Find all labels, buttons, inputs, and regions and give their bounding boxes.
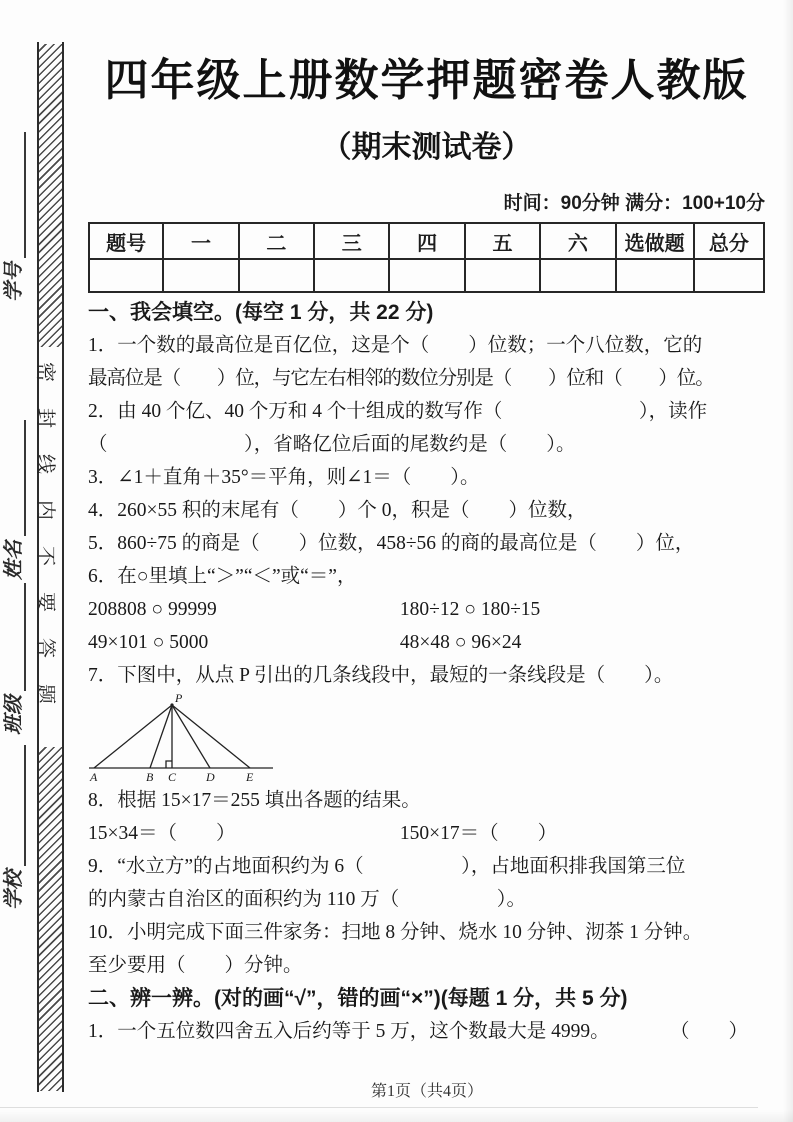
- question-1-line-2: 最高位是（ ）位，与它左右相邻的数位分别是（ ）位和（ ）位。: [88, 368, 714, 389]
- section-one-heading: 一、我会填空。(每空 1 分，共 22 分): [88, 301, 434, 324]
- exam-body: [88, 296, 766, 1048]
- question-4: 4．260×55 积的末尾有（ ）个 0，积是（ ）位数，: [88, 500, 587, 521]
- page-number-indicator: 第1页（共4页）: [370, 1083, 483, 1100]
- score-header-cell: 二: [239, 223, 314, 259]
- score-value-cell: [89, 259, 163, 292]
- question-6-row-2: [88, 626, 766, 659]
- student-id-label: 学号: [3, 262, 25, 302]
- question-7: 7．下图中，从点 P 引出的几条线段中，最短的一条线段是（ ）。: [88, 665, 674, 686]
- comparison-right: 180÷12 ○ 180÷15: [399, 599, 541, 620]
- student-name-blank-line: [2, 420, 26, 536]
- question-8: 8．根据 15×17＝255 填出各题的结果。: [88, 790, 421, 811]
- question-5: 5．860÷75 的商是（ ）位数，458÷56 的商的最高位是（ ）位，: [88, 533, 695, 554]
- equation-left: 15×34＝（ ）: [88, 823, 236, 844]
- answer-bracket: （ ）: [669, 1021, 748, 1042]
- score-header-cell: 总分: [694, 223, 764, 259]
- score-value-cell: [389, 259, 464, 292]
- question-9-line-2: 的内蒙古自治区的面积约为 110 万（ ）。: [88, 889, 527, 910]
- question-2-line-1: 2．由 40 个亿、40 个万和 4 个十组成的数写作（ ），读作: [88, 401, 708, 422]
- exam-subtitle: （期末测试卷）: [321, 131, 532, 164]
- score-value-cell: [465, 259, 540, 292]
- equation-right: 150×17＝（ ）: [399, 823, 558, 844]
- scan-edge-bottom: [0, 1110, 793, 1122]
- question-9-line-1: 9．“水立方”的占地面积约为 6（ ），占地面积排我国第三位: [88, 856, 686, 877]
- comparison-left: 49×101 ○ 5000: [88, 632, 209, 653]
- segments-from-point-diagram: [88, 692, 288, 784]
- question-10-line-1: 10．小明完成下面三件家务：扫地 8 分钟、烧水 10 分钟、沏茶 1 分钟。: [88, 922, 703, 943]
- score-value-cell: [616, 259, 694, 292]
- question-6: 6．在○里填上“＞”“＜”或“＝”，: [88, 566, 357, 587]
- question-6-row-1: [88, 593, 766, 626]
- school-blank-line: [2, 745, 26, 866]
- score-header-cell: 一: [163, 223, 238, 259]
- comparison-right: 48×48 ○ 96×24: [399, 632, 522, 653]
- score-header-cell: 题号: [89, 223, 163, 259]
- score-header-cell: 五: [465, 223, 540, 259]
- seal-warning-text: 密封线内不要答题: [34, 362, 56, 730]
- score-value-cell: [314, 259, 389, 292]
- class-field: [2, 583, 26, 735]
- seal-line-right: [62, 42, 64, 1092]
- scan-edge-right: [783, 0, 793, 1122]
- class-blank-line: [2, 583, 26, 691]
- score-value-cell: [163, 259, 238, 292]
- student-name-field: [2, 420, 26, 580]
- student-id-field: [2, 132, 26, 302]
- question-1-line-1: 1．一个数的最高位是百亿位，这是个（ ）位数；一个八位数，它的: [88, 335, 703, 356]
- question-3: 3．∠1＋直角＋35°＝平角，则∠1＝（ ）。: [88, 467, 480, 488]
- section-two-heading: 二、辨一辨。(对的画“√”，错的画“×”)(每题 1 分，共 5 分): [88, 987, 628, 1010]
- student-name-label: 姓名: [3, 540, 25, 580]
- question-10-line-2: 至少要用（ ）分钟。: [88, 955, 303, 976]
- figure-apex-label: P: [175, 692, 183, 705]
- comparison-left: 208808 ○ 99999: [88, 599, 217, 620]
- page-title: 四年级上册数学押题密卷人教版: [104, 56, 749, 105]
- student-id-blank-line: [2, 132, 26, 258]
- score-header-cell: 选做题: [616, 223, 694, 259]
- class-label: 班级: [3, 695, 25, 735]
- score-table: [88, 222, 765, 293]
- score-table-header-row: [89, 223, 764, 259]
- true-false-statement: 1．一个五位数四舍五入后约等于 5 万，这个数最大是 4999。: [88, 1021, 610, 1042]
- figure-base-label: C: [168, 770, 177, 784]
- figure-base-label: E: [246, 770, 254, 784]
- figure-base-label: B: [146, 770, 154, 784]
- question-2-line-2: （ ），省略亿位后面的尾数约是（ ）。: [88, 434, 576, 455]
- score-header-cell: 四: [389, 223, 464, 259]
- section-two-question-1: [88, 1015, 766, 1048]
- scan-seam-line: [0, 1107, 758, 1108]
- school-field: [2, 745, 26, 910]
- seal-hatching-top: [39, 44, 62, 347]
- score-value-cell: [540, 259, 615, 292]
- school-label: 学校: [3, 870, 25, 910]
- seal-hatching-bottom: [39, 747, 62, 1091]
- figure-base-label: A: [90, 770, 98, 784]
- score-table-value-row: [89, 259, 764, 292]
- score-value-cell: [694, 259, 764, 292]
- score-header-cell: 三: [314, 223, 389, 259]
- score-value-cell: [239, 259, 314, 292]
- question-7-figure: [88, 692, 766, 784]
- score-header-cell: 六: [540, 223, 615, 259]
- figure-base-label: D: [206, 770, 215, 784]
- question-8-row: [88, 817, 766, 850]
- time-and-score-info: 时间：90分钟 满分：100+10分: [503, 193, 765, 214]
